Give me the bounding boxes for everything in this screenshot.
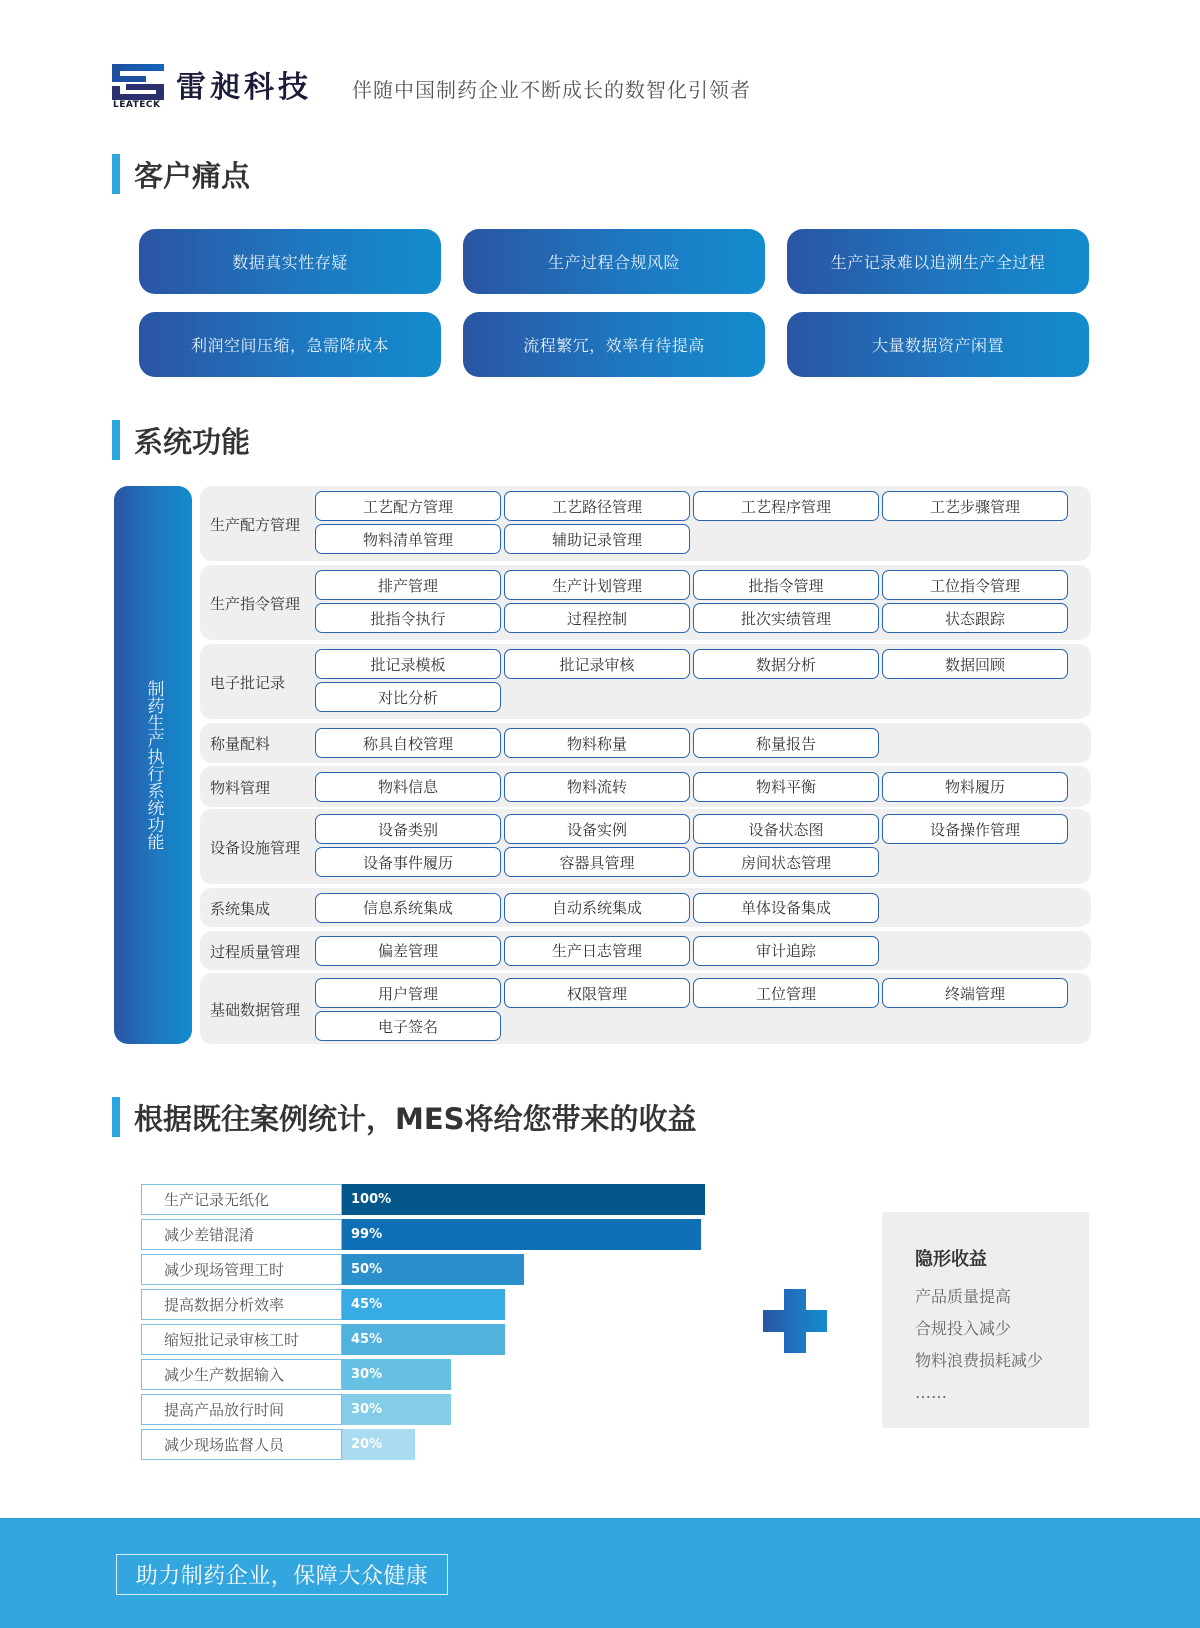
function-item: 称量报告 [693, 728, 879, 758]
section-accent-bar [112, 1097, 120, 1137]
bar-label: 减少差错混淆 [141, 1219, 342, 1250]
bar-row [141, 1254, 711, 1285]
function-item: 批指令执行 [315, 603, 501, 633]
logo-english: LEATECK [113, 100, 161, 110]
bar-label: 提高数据分析效率 [141, 1289, 342, 1320]
section-heading: 根据既往案例统计，MES将给您带来的收益 [134, 1101, 697, 1136]
system-function-row [200, 486, 1091, 561]
pain-card: 生产记录难以追溯生产全过程 [787, 229, 1089, 294]
function-item: 工艺路径管理 [504, 491, 690, 521]
header [112, 62, 1012, 122]
bar-fill: 45% [342, 1289, 505, 1320]
bar-row [141, 1184, 711, 1215]
function-category-label: 生产配方管理 [210, 515, 301, 534]
system-side-label: 制药生产执行系统功能 [143, 680, 164, 850]
benefits-bar-chart [141, 1184, 711, 1464]
function-items [315, 936, 1068, 966]
system-function-row [200, 973, 1091, 1044]
function-item: 生产计划管理 [504, 570, 690, 600]
bar-fill: 30% [342, 1394, 451, 1425]
function-item: 设备类别 [315, 814, 501, 844]
pain-card: 生产过程合规风险 [463, 229, 765, 294]
section-title-benefits [112, 1097, 697, 1137]
function-item: 设备状态图 [693, 814, 879, 844]
system-function-row [200, 723, 1091, 763]
function-item: 物料流转 [504, 772, 690, 802]
function-item: 批记录模板 [315, 649, 501, 679]
system-side-banner [114, 486, 192, 1044]
function-item: 物料平衡 [693, 772, 879, 802]
bar-label: 提高产品放行时间 [141, 1394, 342, 1425]
function-item: 批次实绩管理 [693, 603, 879, 633]
function-items [315, 728, 1068, 758]
section-accent-bar [112, 154, 120, 194]
bar-label: 减少现场监督人员 [141, 1429, 342, 1460]
pain-card: 利润空间压缩，急需降成本 [139, 312, 441, 377]
bar-fill: 30% [342, 1359, 451, 1390]
bar-fill: 100% [342, 1184, 705, 1215]
function-item: 容器具管理 [504, 847, 690, 877]
function-item: 用户管理 [315, 978, 501, 1008]
system-function-row [200, 888, 1091, 927]
pain-card: 流程繁冗，效率有待提高 [463, 312, 765, 377]
function-item: 工艺步骤管理 [882, 491, 1068, 521]
system-function-row [200, 809, 1091, 884]
function-category-label: 称量配料 [210, 735, 271, 753]
system-function-row [200, 565, 1091, 640]
hidden-benefit-item: …… [915, 1383, 947, 1402]
function-item: 房间状态管理 [693, 847, 879, 877]
function-category-label: 基础数据管理 [210, 1000, 301, 1019]
function-items [315, 570, 1068, 633]
logo-chinese: 雷昶科技 [176, 70, 312, 105]
function-item: 单体设备集成 [693, 893, 879, 923]
function-items [315, 649, 1068, 712]
bar-fill: 50% [342, 1254, 524, 1285]
bar-label: 减少生产数据输入 [141, 1359, 342, 1390]
function-item: 工艺配方管理 [315, 491, 501, 521]
function-item: 状态跟踪 [882, 603, 1068, 633]
function-category-label: 过程质量管理 [210, 942, 301, 961]
function-category-label: 生产指令管理 [210, 594, 301, 613]
function-item: 对比分析 [315, 682, 501, 712]
bar-row [141, 1429, 711, 1460]
function-item: 终端管理 [882, 978, 1068, 1008]
function-items [315, 814, 1068, 877]
hidden-benefits-box [882, 1212, 1089, 1428]
bar-label: 生产记录无纸化 [141, 1184, 342, 1215]
function-items [315, 772, 1068, 802]
footer [0, 1518, 1200, 1628]
function-item: 批记录审核 [504, 649, 690, 679]
bar-fill: 45% [342, 1324, 505, 1355]
section-accent-bar [112, 420, 120, 460]
function-items [315, 491, 1068, 554]
function-item: 设备操作管理 [882, 814, 1068, 844]
function-category-label: 设备设施管理 [210, 838, 301, 857]
bar-row [141, 1219, 711, 1250]
hidden-benefit-item: 产品质量提高 [915, 1287, 1012, 1306]
section-title-pain-points [112, 154, 250, 194]
section-heading: 客户痛点 [134, 158, 251, 193]
function-item: 审计追踪 [693, 936, 879, 966]
system-functions-panel [114, 486, 1091, 1044]
function-item: 物料履历 [882, 772, 1068, 802]
function-item: 工位指令管理 [882, 570, 1068, 600]
function-item: 偏差管理 [315, 936, 501, 966]
function-item: 工艺程序管理 [693, 491, 879, 521]
tagline: 伴随中国制药企业不断成长的数智化引领者 [352, 78, 751, 102]
system-function-row [200, 766, 1091, 807]
function-items [315, 893, 1068, 923]
system-function-row [200, 644, 1091, 719]
function-item: 排产管理 [315, 570, 501, 600]
function-item: 过程控制 [504, 603, 690, 633]
bar-fill: 99% [342, 1219, 701, 1250]
plus-icon [763, 1289, 827, 1353]
function-items [315, 978, 1068, 1041]
function-category-label: 电子批记录 [210, 673, 286, 692]
function-item: 辅助记录管理 [504, 524, 690, 554]
pain-points-grid [139, 229, 1089, 377]
bar-label: 减少现场管理工时 [141, 1254, 342, 1285]
hidden-benefits-title: 隐形收益 [915, 1249, 987, 1270]
hidden-benefit-item: 合规投入减少 [915, 1319, 1012, 1338]
bar-row [141, 1359, 711, 1390]
leateck-logo-icon [112, 64, 164, 100]
system-function-row [200, 931, 1091, 970]
function-item: 物料清单管理 [315, 524, 501, 554]
footer-slogan: 助力制药企业，保障大众健康 [116, 1554, 448, 1595]
bar-row [141, 1394, 711, 1425]
function-item: 批指令管理 [693, 570, 879, 600]
hidden-benefit-item: 物料浪费损耗减少 [915, 1351, 1044, 1370]
function-category-label: 物料管理 [210, 778, 271, 797]
function-item: 自动系统集成 [504, 893, 690, 923]
function-item: 工位管理 [693, 978, 879, 1008]
function-item: 电子签名 [315, 1011, 501, 1041]
function-item: 生产日志管理 [504, 936, 690, 966]
function-item: 信息系统集成 [315, 893, 501, 923]
section-heading: 系统功能 [134, 424, 251, 459]
function-item: 数据分析 [693, 649, 879, 679]
pain-card: 大量数据资产闲置 [787, 312, 1089, 377]
pain-card: 数据真实性存疑 [139, 229, 441, 294]
function-item: 称具自校管理 [315, 728, 501, 758]
section-title-system-functions [112, 420, 250, 460]
function-item: 设备实例 [504, 814, 690, 844]
function-item: 设备事件履历 [315, 847, 501, 877]
bar-fill: 20% [342, 1429, 415, 1460]
function-item: 物料称量 [504, 728, 690, 758]
function-item: 权限管理 [504, 978, 690, 1008]
bar-row [141, 1289, 711, 1320]
bar-label: 缩短批记录审核工时 [141, 1324, 342, 1355]
function-category-label: 系统集成 [210, 899, 271, 918]
function-item: 数据回顾 [882, 649, 1068, 679]
function-item: 物料信息 [315, 772, 501, 802]
bar-row [141, 1324, 711, 1355]
